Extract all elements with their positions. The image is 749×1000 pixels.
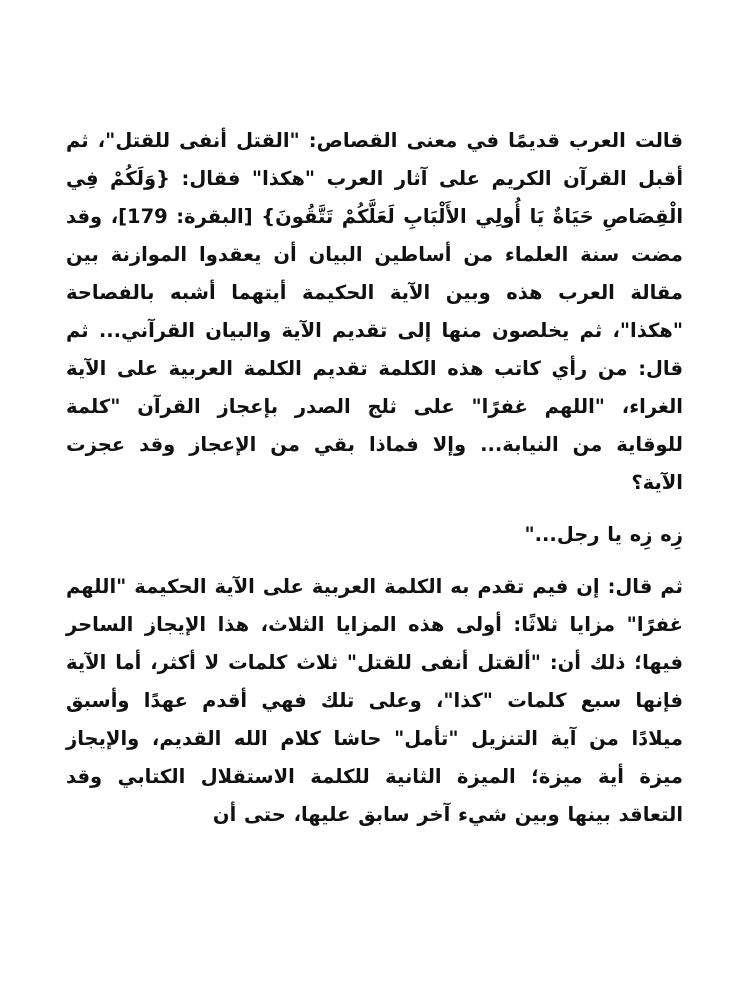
paragraph-3: ثم قال: إن فيم تقدم به الكلمة العربية على الآية الحكيمة "اللهم غفرًا" مزايا ثلاثًا: أولى هذه المزايا الثلاث، هذا الإيجاز الساحر فيها؛ ذلك أن: "ألقتل أنفى للقتل" ثلاث كلمات لا أكثر، أما الآية فإنها سبع كلمات "كذا"، وعلى تلك فهي أقدم عهدًا وأسبق ميلادًا من آية التنزيل "تأمل" حاشا كلام الله القديم، والإيجاز ميزة أية ميزة؛ الميزة الثانية للكلمة الاستقلال الكتابي وقد التعاقد بينها وبين شيء آخر سابق عليها، حتى أن xyxy=(66,575,683,826)
document-page xyxy=(66,122,683,834)
paragraph-2: زِه زِه يا رجل..." xyxy=(524,523,683,546)
paragraph-1: قالت العرب قديمًا في معنى القصاص: "القتل أنفى للقتل"، ثم أقبل القرآن الكريم على آثار العرب "هكذا" فقال: {وَلَكُمْ فِي الْقِصَاصِ حَيَاةٌ يَا أُولِي الأَلْبَابِ لَعَلَّكُمْ تَتَّقُونَ} [البقرة: 179]، وقد مضت سنة العلماء من أساطين البيان أن يعقدوا الموازنة بين مقالة العرب هذه وبين الآية الحكيمة أيتهما أشبه بالفصاحة "هكذا"، ثم يخلصون منها إلى تقديم الآية والبيان القرآني... ثم قال: من رأي كاتب هذه الكلمة تقديم الكلمة العربية على الآية الغراء، "اللهم غفرًا" على ثلج الصدر بإعجاز القرآن "كلمة للوقاية من النيابة... وإلا فماذا بقي من الإعجاز وقد عجزت الآية؟ xyxy=(66,129,684,494)
